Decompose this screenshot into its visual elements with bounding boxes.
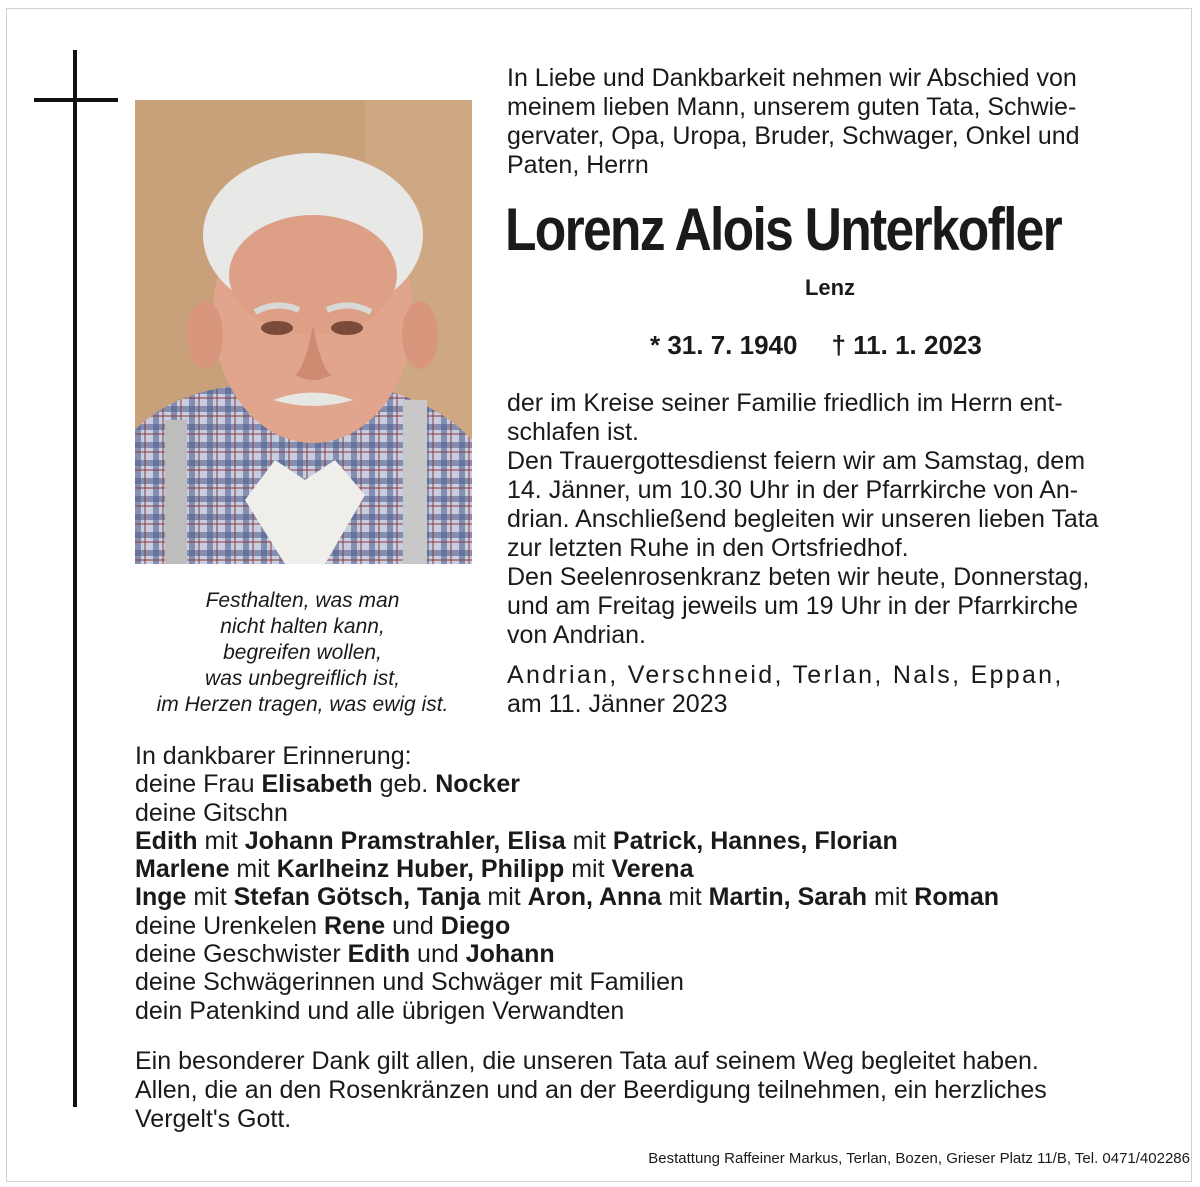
family-text: mit [229,855,277,884]
family-text: und [410,940,466,969]
family-text: deine Frau [135,770,262,799]
family-name: Patrick, Hannes, Florian [612,826,898,855]
family-name: Stefan Götsch, Tanja [233,883,481,912]
family-line [135,855,1155,883]
family-name: Rene [324,911,386,940]
family-line [135,997,1155,1025]
family-name: Elisabeth [261,770,373,799]
family-text: mit [186,883,234,912]
service-line: drian. Anschließend begleiten wir unseren lieben Tata [507,505,1099,533]
family-text: deine Urenkelen [135,911,325,940]
family-text: geb. [372,770,436,799]
family-line [135,912,1155,940]
intro-line: meinem lieben Mann, unserem guten Tata, Schwie- [507,93,1077,121]
family-text: mit [565,826,613,855]
family-line [135,940,1155,968]
quote-line: was unbegreiflich ist, [205,667,400,690]
family-line [135,968,1155,996]
service-line: Den Seelenrosenkranz beten wir heute, Donnerstag, [507,563,1090,591]
family-name: Verena [611,855,694,884]
cross-vertical-bar [73,50,77,1107]
family-text: und [385,911,441,940]
family-text: mit [480,883,528,912]
quote-line: im Herzen tragen, was ewig ist. [156,693,449,716]
family-name: Edith [135,826,198,855]
death-date: † 11. 1. 2023 [831,330,982,360]
family-text: mit [661,883,709,912]
family-line [135,770,1155,798]
family-text: mit [564,855,612,884]
family-text: In dankbarer Erinnerung: [135,742,412,770]
family-name: Johann Pramstrahler, Elisa [244,826,566,855]
family-line [135,742,1155,770]
family-name: Karlheinz Huber, Philipp [276,855,565,884]
family-text: deine Schwägerinnen und Schwäger mit Familien [135,968,684,997]
family-line [135,827,1155,855]
service-line: zur letzten Ruhe in den Ortsfriedhof. [507,534,909,562]
family-name: Marlene [135,855,230,884]
quote-line: Festhalten, was man [205,589,400,612]
deceased-nickname: Lenz [804,275,856,300]
family-name: Nocker [435,770,520,799]
service-line: der im Kreise seiner Familie friedlich im Herrn ent- [507,389,1063,417]
thanks-line: Ein besonderer Dank gilt allen, die unseren Tata auf seinem Weg begleitet haben. [135,1047,1039,1075]
intro-line: Paten, Herrn [507,151,649,179]
family-text: mit [197,826,245,855]
life-dates [650,330,1050,361]
family-line [135,799,1155,827]
date-line: am 11. Jänner 2023 [507,690,728,718]
family-name: Johann [465,940,555,969]
family-list [135,742,1155,1025]
family-line [135,883,1155,911]
thanks-line: Allen, die an den Rosenkränzen und an der Beerdigung teilnehmen, ein herzliches [135,1076,1047,1104]
deceased-name: Lorenz Alois Unterkofler [505,196,1062,263]
place-line: Andrian, Verschneid, Terlan, Nals, Eppan, [507,661,1064,689]
thanks-line: Vergelt's Gott. [135,1105,292,1133]
intro-line: In Liebe und Dankbarkeit nehmen wir Abschied von [507,64,1077,92]
birth-date: * 31. 7. 1940 [650,330,798,360]
quote-line: nicht halten kann, [220,615,385,638]
family-text: mit [867,883,915,912]
family-name: Aron, Anna [527,883,662,912]
family-name: Inge [135,883,187,912]
service-line: schlafen ist. [507,418,640,446]
quote-block [130,588,475,718]
service-line: Den Trauergottesdienst feiern wir am Samstag, dem [507,447,1086,475]
family-name: Diego [440,911,511,940]
intro-line: gervater, Opa, Uropa, Bruder, Schwager, Onkel und [507,122,1080,150]
cross-horizontal-bar [34,98,118,102]
thanks-block [135,1047,1175,1134]
portrait-photo [135,100,472,564]
service-info [507,389,1167,650]
funeral-home-footer: Bestattung Raffeiner Markus, Terlan, Bozen, Grieser Platz 11/B, Tel. 0471/402286 [648,1150,1190,1167]
family-text: dein Patenkind und alle übrigen Verwandten [135,996,625,1025]
family-text: deine Gitschn [135,798,288,827]
family-name: Edith [347,940,411,969]
family-name: Martin, Sarah [708,883,868,912]
service-line: 14. Jänner, um 10.30 Uhr in der Pfarrkirche von An- [507,476,1079,504]
place-date-block [507,661,1167,719]
service-line: von Andrian. [507,621,646,649]
family-text: deine Geschwister [135,940,348,969]
family-name: Roman [914,883,999,912]
service-line: und am Freitag jeweils um 19 Uhr in der Pfarrkirche [507,592,1079,620]
quote-line: begreifen wollen, [223,641,382,664]
intro-text [507,64,1167,180]
